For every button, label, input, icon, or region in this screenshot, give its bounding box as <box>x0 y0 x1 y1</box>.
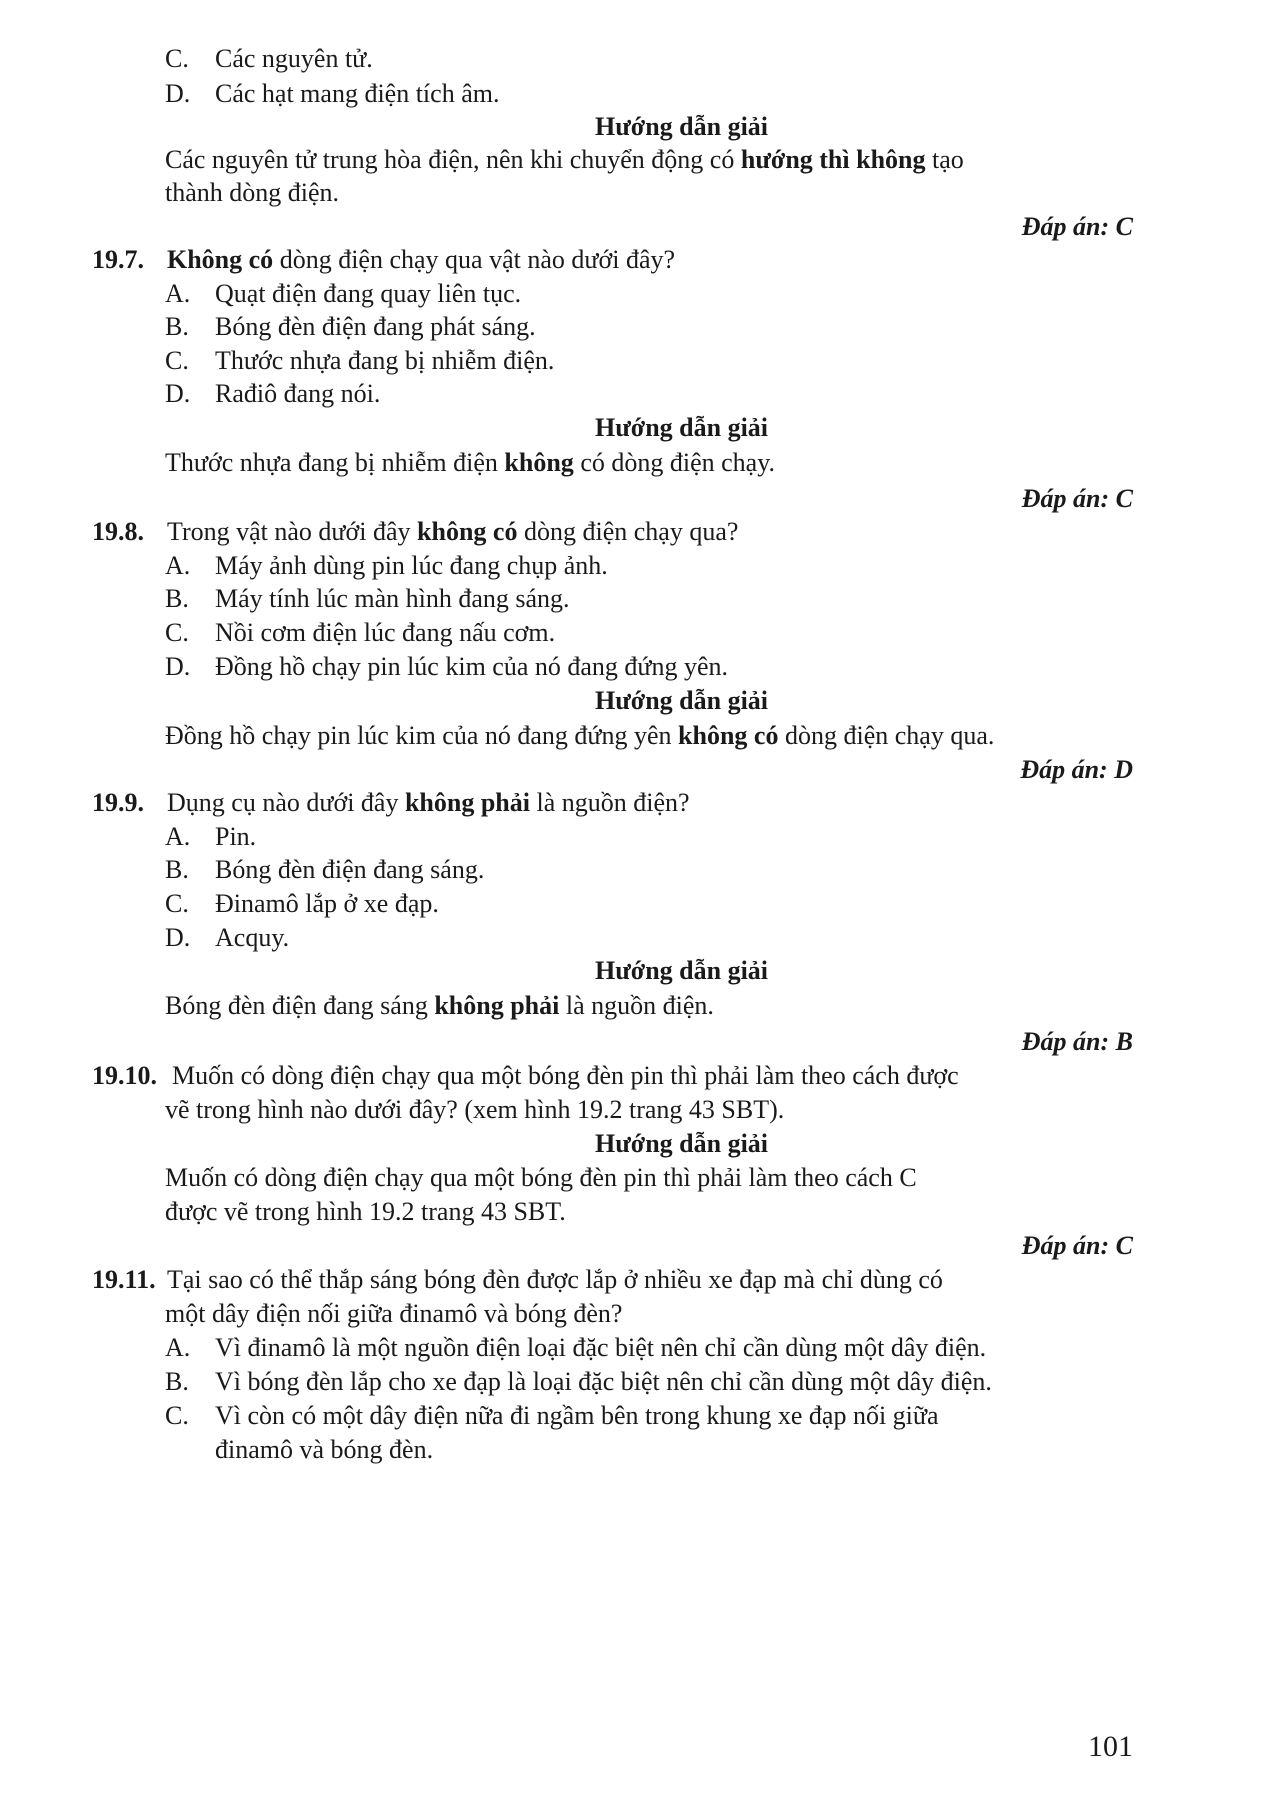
guide-heading: Hướng dẫn giải <box>594 413 769 442</box>
option-a: A. Máy ảnh dùng pin lúc đang chụp ảnh. <box>165 551 608 580</box>
answer: Đáp án: B <box>1021 1027 1133 1056</box>
solution-text: thành dòng điện. <box>165 178 340 207</box>
question-text-cont: một dây điện nối giữa đinamô và bóng đèn? <box>165 1299 623 1328</box>
solution-text: được vẽ trong hình 19.2 trang 43 SBT. <box>165 1197 566 1226</box>
option-d: D. Đồng hồ chạy pin lúc kim của nó đang đứng yên. <box>165 652 729 681</box>
solution-text: Các nguyên tử trung hòa điện, nên khi chuyển động có hướng thì không tạo <box>165 145 964 174</box>
option-a: A. Pin. <box>165 822 257 851</box>
option-c: C. Thước nhựa đang bị nhiễm điện. <box>165 346 555 375</box>
question-19-8: 19.8. Trong vật nào dưới đây không có dòng điện chạy qua? <box>92 517 739 546</box>
guide-heading: Hướng dẫn giải <box>594 112 769 141</box>
option-b: B. Bóng đèn điện đang phát sáng. <box>165 312 536 341</box>
solution-text: Bóng đèn điện đang sáng không phải là nguồn điện. <box>165 991 714 1020</box>
option-a: A. Vì đinamô là một nguồn điện loại đặc biệt nên chỉ cần dùng một dây điện. <box>165 1333 987 1362</box>
option-b: B. Máy tính lúc màn hình đang sáng. <box>165 584 570 613</box>
option-a: A. Quạt điện đang quay liên tục. <box>165 279 522 308</box>
guide-heading: Hướng dẫn giải <box>594 686 769 715</box>
option-c: C. Nồi cơm điện lúc đang nấu cơm. <box>165 618 556 647</box>
answer: Đáp án: C <box>1021 1231 1133 1260</box>
solution-text: Thước nhựa đang bị nhiễm điện không có dòng điện chạy. <box>165 448 776 477</box>
solution-text: Muốn có dòng điện chạy qua một bóng đèn pin thì phải làm theo cách C <box>165 1163 917 1192</box>
question-19-10: 19.10. Muốn có dòng điện chạy qua một bóng đèn pin thì phải làm theo cách được <box>92 1061 959 1090</box>
option-c-cont: đinamô và bóng đèn. <box>215 1435 434 1464</box>
option-c: C. Các nguyên tử. <box>165 44 373 73</box>
guide-heading: Hướng dẫn giải <box>594 956 769 985</box>
guide-heading: Hướng dẫn giải <box>594 1129 769 1158</box>
answer: Đáp án: D <box>1020 755 1133 784</box>
page-number: 101 <box>1088 1730 1133 1763</box>
question-19-11: 19.11. Tại sao có thể thắp sáng bóng đèn được lắp ở nhiều xe đạp mà chỉ dùng có <box>92 1265 943 1294</box>
question-19-9: 19.9. Dụng cụ nào dưới đây không phải là nguồn điện? <box>92 788 690 817</box>
option-c: C. Vì còn có một dây điện nữa đi ngầm bên trong khung xe đạp nối giữa <box>165 1401 939 1430</box>
option-b: B. Bóng đèn điện đang sáng. <box>165 855 485 884</box>
option-c: C. Đinamô lắp ở xe đạp. <box>165 889 439 918</box>
answer: Đáp án: C <box>1021 212 1133 241</box>
solution-text: Đồng hồ chạy pin lúc kim của nó đang đứng yên không có dòng điện chạy qua. <box>165 721 995 750</box>
answer: Đáp án: C <box>1021 484 1133 513</box>
option-d: D. Rađiô đang nói. <box>165 379 381 408</box>
question-text-cont: vẽ trong hình nào dưới đây? (xem hình 19.2 trang 43 SBT). <box>165 1095 785 1124</box>
option-d: D. Acquy. <box>165 923 290 952</box>
option-b: B. Vì bóng đèn lắp cho xe đạp là loại đặc biệt nên chỉ cần dùng một dây điện. <box>165 1367 992 1396</box>
question-19-7: 19.7. Không có dòng điện chạy qua vật nào dưới đây? <box>92 245 676 274</box>
option-d: D. Các hạt mang điện tích âm. <box>165 79 500 108</box>
